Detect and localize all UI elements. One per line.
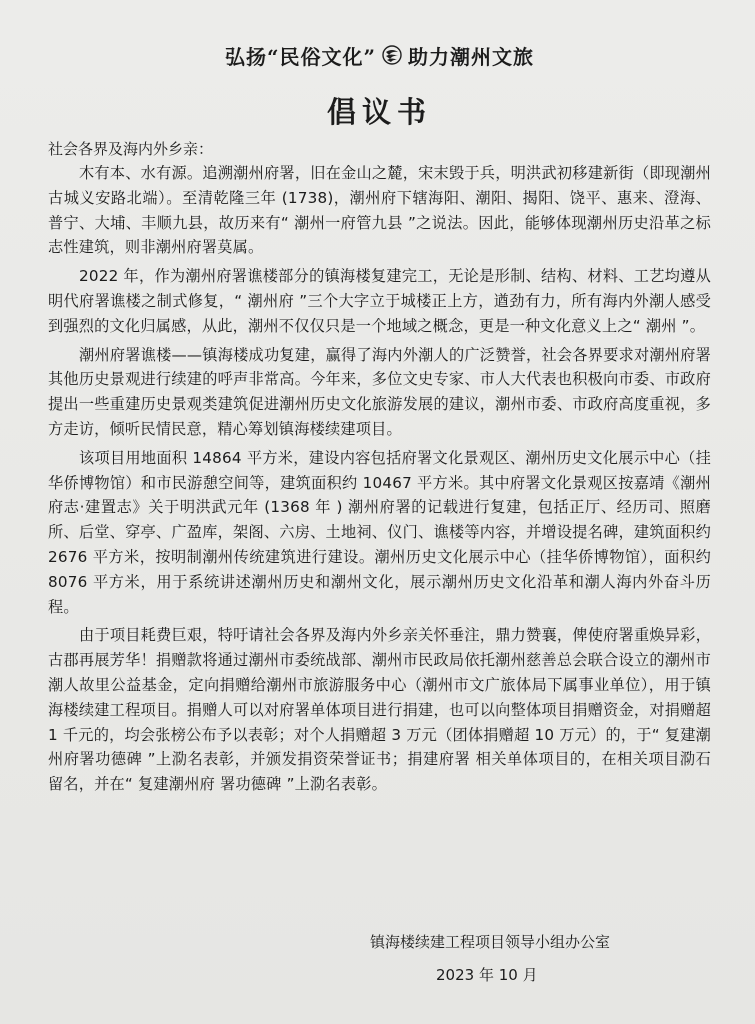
- swirl-emblem-icon: [382, 45, 402, 65]
- paragraph: 该项目用地面积 14864 平方米，建设内容包括府署文化景观区、潮州历史文化展示中心（挂华侨博物馆）和市民游憩空间等，建筑面积约 10467 平方米。其中府署文化景观区按嘉靖《潮州府志·建置志》关于明洪武元年 (1368 年 ) 潮州府署的记载进行复建，包括正厅、经历司、照磨所、后堂、穿亭、广盈库，架阁、六房、土地祠、仪门、谯楼等内容，并增设提名碑，建筑面积约 2676 平方米，按明制潮州传统建筑进行建设。潮州历史文化展示中心（挂华侨博物馆），面积约 8076 平方米，用于系统讲述潮州历史和潮州文化，展示潮州历史文化沿革和潮人海内外奋斗历程。: [48, 448, 711, 616]
- paragraph: 潮州府署谯楼——镇海楼成功复建，赢得了海内外潮人的广泛赞誉，社会各界要求对潮州府署其他历史景观进行续建的呼声非常高。今年来，多位文史专家、市人大代表也积极向市委、市政府提出一些重建历史景观类建筑促进潮州历史文化旅游发展的建议，潮州市委、市政府高度重视，多方走访，倾听民情民意，精心筹划镇海楼续建项目。: [48, 345, 711, 438]
- date: 2023 年 10 月: [436, 966, 538, 984]
- banner: [48, 40, 711, 70]
- paragraph: 2022 年，作为潮州府署谯楼部分的镇海楼复建完工，无论是形制、结构、材料、工艺均遵从明代府署谯楼之制式修复，“ 潮州府 ”三个大字立于城楼正上方，遒劲有力，所有海内外潮人感受到强烈的文化归属感，从此，潮州不仅仅只是一个地域之概念，更是一种文化意义上之“ 潮州 ”。: [48, 267, 711, 335]
- letter-body: [48, 161, 711, 797]
- salutation: 社会各界及海内外乡亲：: [48, 140, 214, 158]
- paragraph: 由于项目耗费巨艰，特吁请社会各界及海内外乡亲关怀垂注，鼎力赞襄，俾使府署重焕异彩，古郡再展芳华！捐赠款将通过潮州市委统战部、潮州市民政局依托潮州慈善总会联合设立的潮州市潮人故里公益基金，定向捐赠给潮州市旅游服务中心（潮州市文广旅体局下属事业单位），用于镇海楼续建工程项目。捐赠人可以对府署单体项目进行捐建，也可以向整体项目捐赠资金，对捐赠超 1 千元的，均会张榜公布予以表彰；对个人捐赠超 3 万元（团体捐赠超 10 万元）的，于“ 复建潮 州府署功德碑 ”上泐名表彰，并颁发捐资荣誉证书；捐建府署 相关单体项目的，在相关项目泐石留名，并在“ 复建潮州府 署功德碑 ”上泐名表彰。: [48, 626, 711, 794]
- document-title: 倡议书: [326, 95, 432, 129]
- paragraph: 木有本、水有源。追溯潮州府署，旧在金山之麓，宋末毁于兵，明洪武初移建新街（即现潮州古城义安路北端）。至清乾隆三年 (1738)，潮州府下辖海阳、潮阳、揭阳、饶平、惠来、澄海、普宁、大埔、丰顺九县，故历来有“ 潮州一府管九县 ”之说法。因此，能够体现潮州历史沿革之标志性建筑，则非潮州府署莫属。: [48, 164, 711, 257]
- signature: 镇海楼续建工程项目领导小组办公室: [370, 933, 611, 951]
- banner-right-text: 助力潮州文旅: [408, 44, 534, 69]
- banner-left-text: 弘扬“民俗文化”: [224, 44, 376, 69]
